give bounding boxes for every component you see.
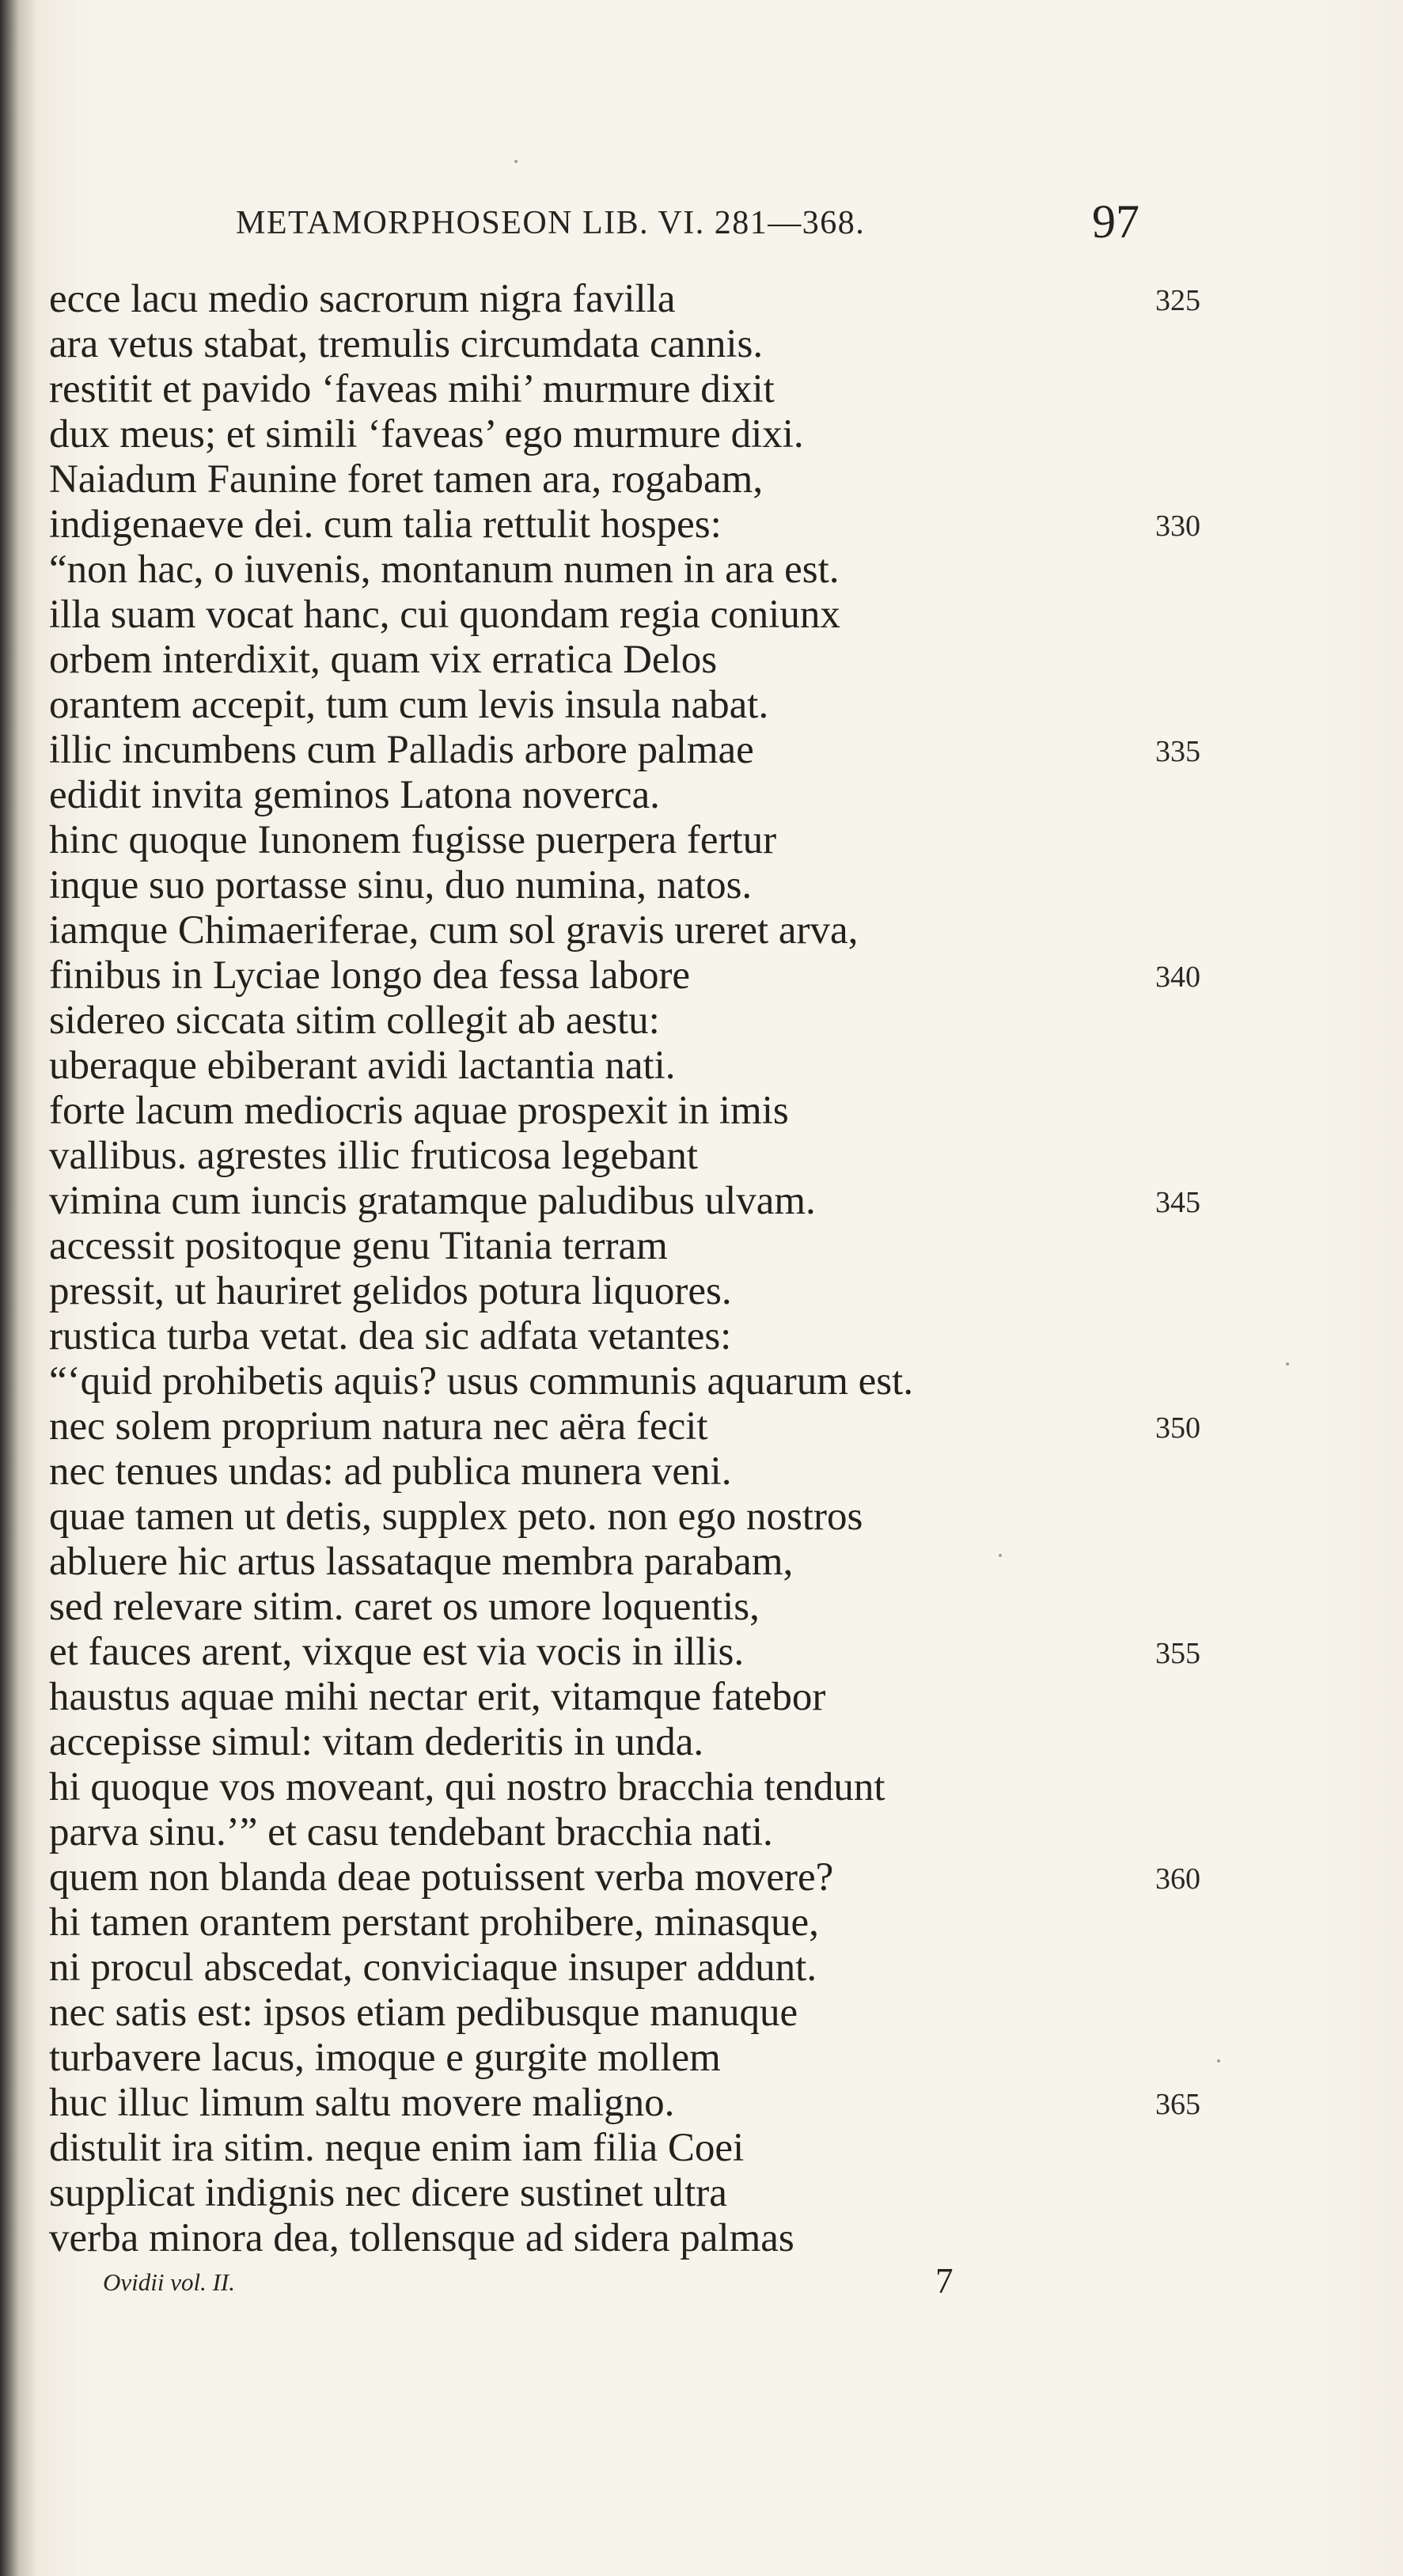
verse-line bbox=[49, 1179, 1355, 1224]
verse-line bbox=[49, 547, 1355, 593]
verse-text: sed relevare sitim. caret os umore loquentis, bbox=[49, 1585, 760, 1629]
verse-line bbox=[49, 683, 1355, 728]
verse-line bbox=[49, 322, 1355, 367]
line-number: 355 bbox=[1155, 1637, 1200, 1670]
page-footer bbox=[0, 2261, 1403, 2314]
verse-text: nec solem proprium natura nec aëra fecit bbox=[49, 1404, 708, 1449]
verse-text: illic incumbens cum Palladis arbore palmae bbox=[49, 728, 754, 772]
verse-text: iamque Chimaeriferae, cum sol gravis ureret arva, bbox=[49, 908, 859, 953]
verse-text: illa suam vocat hanc, cui quondam regia coniunx bbox=[49, 593, 840, 637]
verse-line bbox=[49, 1089, 1355, 1134]
verse-line bbox=[49, 1720, 1355, 1765]
volume-signature: Ovidii vol. II. bbox=[103, 2268, 236, 2296]
verse-line bbox=[49, 1945, 1355, 1991]
line-number: 330 bbox=[1155, 510, 1200, 543]
ink-speck bbox=[514, 160, 518, 163]
verse-text: quem non blanda deae potuissent verba movere? bbox=[49, 1855, 834, 1900]
verse-line bbox=[49, 1044, 1355, 1089]
verse-text: uberaque ebiberant avidi lactantia nati. bbox=[49, 1044, 676, 1088]
verse-line bbox=[49, 863, 1355, 908]
verse-text: accessit positoque genu Titania terram bbox=[49, 1224, 668, 1268]
verse-text: dux meus; et simili ‘faveas’ ego murmure dixi. bbox=[49, 412, 804, 456]
verse-line bbox=[49, 2171, 1355, 2216]
page-header bbox=[0, 191, 1403, 247]
verse-text: vimina cum iuncis gratamque paludibus ulvam. bbox=[49, 1179, 816, 1223]
verse-text: supplicat indignis nec dicere sustinet ultra bbox=[49, 2171, 727, 2215]
verse-line bbox=[49, 1540, 1355, 1585]
line-number: 325 bbox=[1155, 284, 1200, 317]
ink-speck bbox=[1286, 1362, 1289, 1366]
poem-text bbox=[49, 277, 1355, 2261]
verse-line bbox=[49, 2081, 1355, 2126]
verse-line bbox=[49, 998, 1355, 1044]
verse-text: verba minora dea, tollensque ad sidera palmas bbox=[49, 2216, 794, 2260]
verse-line bbox=[49, 818, 1355, 863]
line-number: 365 bbox=[1155, 2088, 1200, 2121]
verse-text: finibus in Lyciae longo dea fessa labore bbox=[49, 953, 691, 998]
verse-text: abluere hic artus lassataque membra parabam, bbox=[49, 1540, 794, 1584]
verse-text: distulit ira sitim. neque enim iam filia Coei bbox=[49, 2126, 745, 2170]
verse-text: accepisse simul: vitam dederitis in unda. bbox=[49, 1720, 704, 1764]
verse-line bbox=[49, 2036, 1355, 2081]
verse-text: ecce lacu medio sacrorum nigra favilla bbox=[49, 277, 676, 321]
line-number: 340 bbox=[1155, 960, 1200, 994]
verse-text: indigenaeve dei. cum talia rettulit hospes: bbox=[49, 502, 722, 547]
verse-text: rustica turba vetat. dea sic adfata vetantes: bbox=[49, 1314, 732, 1358]
verse-text: hi quoque vos moveant, qui nostro bracchia tendunt bbox=[49, 1765, 885, 1809]
verse-text: restitit et pavido ‘faveas mihi’ murmure dixit bbox=[49, 367, 775, 411]
verse-line bbox=[49, 1765, 1355, 1810]
verse-text: ara vetus stabat, tremulis circumdata cannis. bbox=[49, 322, 764, 366]
verse-line bbox=[49, 593, 1355, 638]
verse-line bbox=[49, 953, 1355, 998]
line-number: 335 bbox=[1155, 735, 1200, 768]
verse-text: parva sinu.’” et casu tendebant bracchia nati. bbox=[49, 1810, 773, 1854]
verse-text: hi tamen orantem perstant prohibere, minasque, bbox=[49, 1900, 819, 1945]
verse-text: inque suo portasse sinu, duo numina, natos. bbox=[49, 863, 753, 907]
verse-line bbox=[49, 1494, 1355, 1540]
signature-mark: 7 bbox=[935, 2261, 954, 2301]
verse-text: forte lacum mediocris aquae prospexit in imis bbox=[49, 1089, 789, 1133]
verse-line bbox=[49, 1810, 1355, 1855]
verse-text: haustus aquae mihi nectar erit, vitamque fatebor bbox=[49, 1675, 826, 1719]
verse-line bbox=[49, 2216, 1355, 2261]
verse-line bbox=[49, 1855, 1355, 1900]
verse-line bbox=[49, 1585, 1355, 1630]
verse-text: et fauces arent, vixque est via vocis in illis. bbox=[49, 1630, 745, 1674]
verse-line bbox=[49, 773, 1355, 818]
verse-text: vallibus. agrestes illic fruticosa legebant bbox=[49, 1134, 698, 1178]
running-title: METAMORPHOSEON LIB. VI. 281—368. bbox=[236, 205, 866, 241]
verse-line bbox=[49, 1449, 1355, 1494]
verse-text: ni procul abscedat, conviciaque insuper addunt. bbox=[49, 1945, 817, 1990]
verse-text: “non hac, o iuvenis, montanum numen in ara est. bbox=[49, 547, 840, 592]
verse-text: nec tenues undas: ad publica munera veni. bbox=[49, 1449, 732, 1494]
verse-text: turbavere lacus, imoque e gurgite mollem bbox=[49, 2036, 721, 2080]
verse-line bbox=[49, 1134, 1355, 1179]
verse-line bbox=[49, 1404, 1355, 1449]
verse-line bbox=[49, 1630, 1355, 1675]
verse-text: sidereo siccata sitim collegit ab aestu: bbox=[49, 998, 660, 1043]
line-number: 350 bbox=[1155, 1411, 1200, 1445]
ink-speck bbox=[1217, 2059, 1220, 2063]
verse-line bbox=[49, 2126, 1355, 2171]
verse-text: quae tamen ut detis, supplex peto. non ego nostros bbox=[49, 1494, 863, 1539]
verse-text: “‘quid prohibetis aquis? usus communis aquarum est. bbox=[49, 1359, 914, 1404]
verse-line bbox=[49, 908, 1355, 953]
verse-line bbox=[49, 638, 1355, 683]
line-number: 360 bbox=[1155, 1862, 1200, 1896]
verse-line bbox=[49, 1991, 1355, 2036]
verse-line bbox=[49, 1314, 1355, 1359]
verse-line bbox=[49, 1224, 1355, 1269]
verse-line bbox=[49, 277, 1355, 322]
verse-text: edidit invita geminos Latona noverca. bbox=[49, 773, 660, 817]
verse-text: orbem interdixit, quam vix erratica Delos bbox=[49, 638, 718, 682]
verse-text: pressit, ut hauriret gelidos potura liquores. bbox=[49, 1269, 732, 1313]
ink-speck bbox=[999, 1554, 1002, 1557]
verse-line bbox=[49, 457, 1355, 502]
verse-line bbox=[49, 1900, 1355, 1945]
verse-line bbox=[49, 1359, 1355, 1404]
verse-line bbox=[49, 1675, 1355, 1720]
verse-text: nec satis est: ipsos etiam pedibusque manuque bbox=[49, 1991, 798, 2035]
page-number: 97 bbox=[1092, 195, 1139, 248]
verse-text: Naiadum Faunine foret tamen ara, rogabam, bbox=[49, 457, 764, 502]
verse-line bbox=[49, 728, 1355, 773]
verse-text: orantem accepit, tum cum levis insula nabat. bbox=[49, 683, 769, 727]
verse-line bbox=[49, 502, 1355, 547]
line-number: 345 bbox=[1155, 1186, 1200, 1219]
verse-line bbox=[49, 1269, 1355, 1314]
verse-line bbox=[49, 412, 1355, 457]
verse-text: huc illuc limum saltu movere maligno. bbox=[49, 2081, 675, 2125]
verse-line bbox=[49, 367, 1355, 412]
verse-text: hinc quoque Iunonem fugisse puerpera fertur bbox=[49, 818, 777, 862]
